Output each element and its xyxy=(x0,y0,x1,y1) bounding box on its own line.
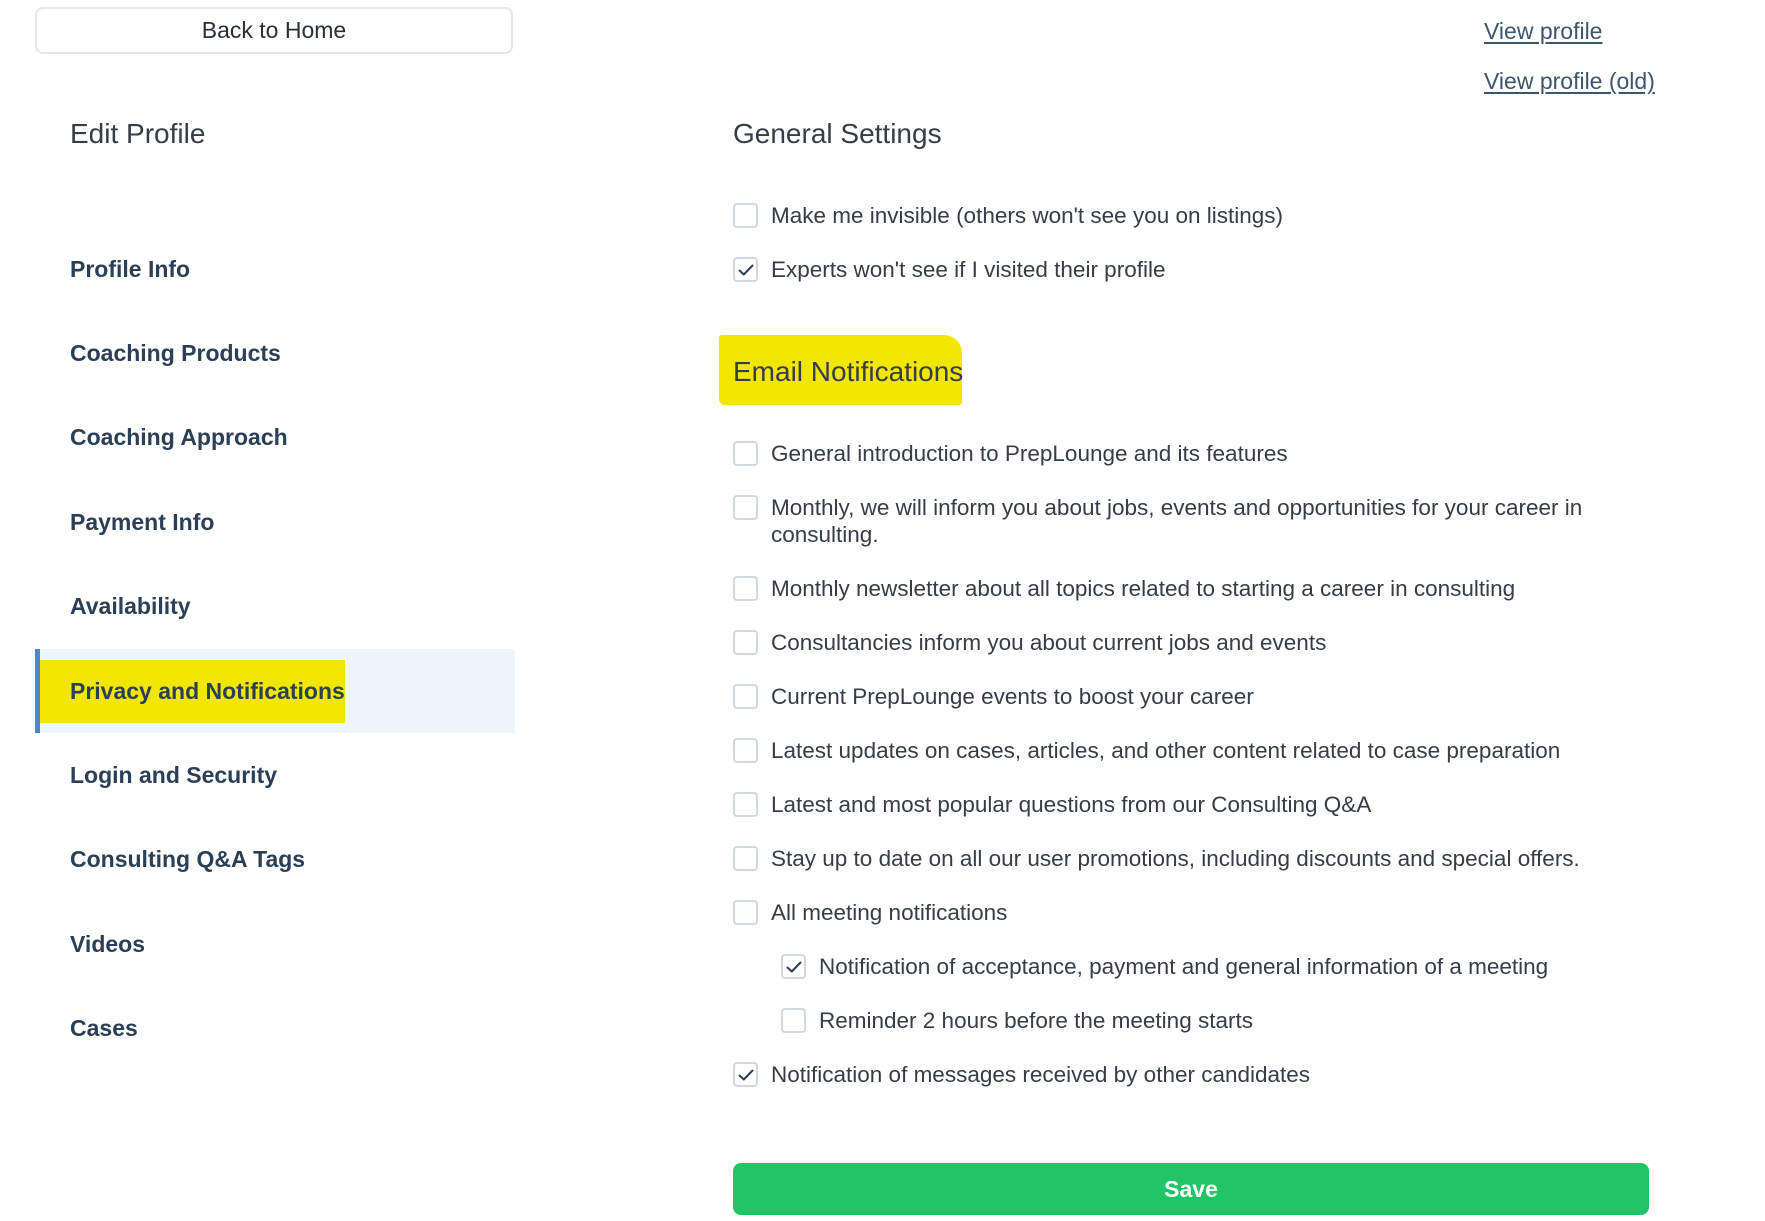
checkbox-label: Reminder 2 hours before the meeting starts xyxy=(819,1008,1253,1033)
sidebar-item-label: Coaching Approach xyxy=(70,424,288,451)
email-option xyxy=(733,1061,1591,1088)
back-to-home-button[interactable]: Back to Home xyxy=(35,7,513,54)
checkbox-label: All meeting notifications xyxy=(771,900,1008,925)
checkbox[interactable] xyxy=(733,792,758,817)
checkbox-label: Latest updates on cases, articles, and other content related to case preparation xyxy=(771,738,1561,763)
sidebar-item-label: Coaching Products xyxy=(70,340,281,367)
checkmark-icon xyxy=(786,961,802,973)
sidebar-item-coaching-products[interactable] xyxy=(35,311,515,395)
sidebar-item-label: Profile Info xyxy=(70,255,191,282)
sidebar-item-label: Privacy and Notifications xyxy=(40,660,345,723)
checkbox-label: Make me invisible (others won't see you on listings) xyxy=(771,203,1284,228)
sidebar-item-login-security[interactable] xyxy=(35,733,515,817)
checkbox-label: General introduction to PrepLounge and its features xyxy=(771,441,1288,466)
sidebar-item-label: Login and Security xyxy=(70,762,278,789)
email-option xyxy=(733,440,1591,467)
general-option xyxy=(733,256,1591,283)
checkbox-label: Monthly newsletter about all topics related to starting a career in consulting xyxy=(771,576,1516,601)
sidebar-item-label: Cases xyxy=(70,1015,138,1042)
sidebar-item-label: Availability xyxy=(70,593,191,620)
sidebar-item-cases[interactable] xyxy=(35,987,515,1071)
email-option xyxy=(733,899,1591,926)
checkbox[interactable] xyxy=(733,1062,758,1087)
email-option xyxy=(733,683,1591,710)
sidebar-item-payment-info[interactable] xyxy=(35,480,515,564)
checkbox-label: Stay up to date on all our user promotions, including discounts and special offers. xyxy=(771,846,1580,871)
checkbox[interactable] xyxy=(733,441,758,466)
sidebar-item-consulting-qa-tags[interactable] xyxy=(35,818,515,902)
email-option xyxy=(733,575,1591,602)
checkbox-label: Notification of acceptance, payment and general information of a meeting xyxy=(819,954,1549,979)
checkbox-label: Latest and most popular questions from our Consulting Q&A xyxy=(771,792,1372,817)
checkbox[interactable] xyxy=(781,954,806,979)
checkbox[interactable] xyxy=(733,495,758,520)
checkbox-label: Notification of messages received by other candidates xyxy=(771,1062,1311,1087)
checkbox-label: Monthly, we will inform you about jobs, events and opportunities for your career in consulting. xyxy=(771,495,1583,547)
email-option xyxy=(733,494,1591,548)
email-option xyxy=(733,845,1651,872)
view-profile-link[interactable]: View profile xyxy=(1484,18,1603,44)
checkbox[interactable] xyxy=(733,203,758,228)
general-option xyxy=(733,202,1591,229)
edit-profile-title: Edit Profile xyxy=(70,118,206,149)
checkbox[interactable] xyxy=(733,630,758,655)
checkbox[interactable] xyxy=(733,257,758,282)
checkmark-icon xyxy=(738,264,754,276)
checkbox[interactable] xyxy=(733,738,758,763)
sidebar-nav xyxy=(35,227,515,1071)
email-option xyxy=(733,737,1591,764)
sidebar-item-privacy-notifications[interactable] xyxy=(35,649,515,733)
checkbox[interactable] xyxy=(781,1008,806,1033)
save-button[interactable]: Save xyxy=(733,1163,1649,1215)
general-settings-title: General Settings xyxy=(733,118,942,149)
checkbox[interactable] xyxy=(733,846,758,871)
checkbox[interactable] xyxy=(733,576,758,601)
email-suboption xyxy=(781,1007,1639,1034)
email-notifications-title: Email Notifications xyxy=(733,356,964,387)
email-suboption xyxy=(781,953,1639,980)
view-profile-old-link[interactable]: View profile (old) xyxy=(1484,68,1655,94)
checkbox[interactable] xyxy=(733,684,758,709)
checkbox-label: Experts won't see if I visited their profile xyxy=(771,257,1166,282)
sidebar-item-coaching-approach[interactable] xyxy=(35,396,515,480)
sidebar-item-profile-info[interactable] xyxy=(35,227,515,311)
checkbox-label: Consultancies inform you about current jobs and events xyxy=(771,630,1327,655)
checkbox[interactable] xyxy=(733,900,758,925)
sidebar-item-videos[interactable] xyxy=(35,902,515,986)
sidebar-item-label: Videos xyxy=(70,930,145,957)
email-option xyxy=(733,791,1591,818)
sidebar-item-label: Payment Info xyxy=(70,508,215,535)
sidebar-item-availability[interactable] xyxy=(35,565,515,649)
sidebar-item-label: Consulting Q&A Tags xyxy=(70,846,306,873)
checkmark-icon xyxy=(738,1069,754,1081)
email-option xyxy=(733,629,1591,656)
checkbox-label: Current PrepLounge events to boost your career xyxy=(771,684,1254,709)
